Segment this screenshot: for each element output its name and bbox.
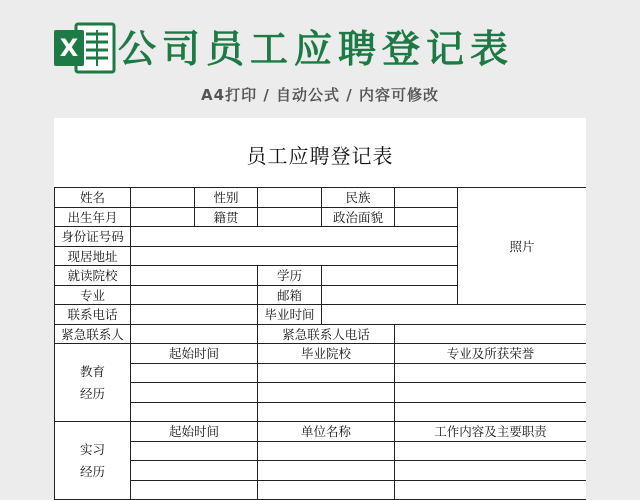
- internship-cell[interactable]: [258, 480, 395, 500]
- photo-box[interactable]: 照片: [458, 188, 587, 305]
- major-field[interactable]: [131, 285, 258, 305]
- degree-field[interactable]: [322, 266, 458, 286]
- education-major-header: 专业及所获荣誉: [395, 344, 587, 364]
- education-cell[interactable]: [258, 402, 395, 422]
- table-row: [55, 383, 587, 403]
- internship-cell[interactable]: [258, 461, 395, 481]
- internship-cell[interactable]: [395, 480, 587, 500]
- internship-cell[interactable]: [131, 480, 258, 500]
- gender-field[interactable]: [258, 188, 322, 208]
- political-status-label: 政治面貌: [322, 207, 395, 227]
- internship-company-header: 单位名称: [258, 422, 395, 442]
- education-cell[interactable]: [131, 383, 258, 403]
- education-cell[interactable]: [395, 363, 587, 383]
- education-cell[interactable]: [395, 383, 587, 403]
- emergency-phone-field[interactable]: [395, 324, 587, 344]
- education-header-row: [55, 344, 587, 364]
- phone-field[interactable]: [131, 305, 258, 325]
- internship-section-label: 实习 经历: [55, 422, 131, 500]
- education-start-header: 起始时间: [131, 344, 258, 364]
- table-row: [55, 402, 587, 422]
- table-row: [55, 188, 587, 208]
- id-number-label: 身份证号码: [55, 227, 131, 247]
- education-cell[interactable]: [258, 363, 395, 383]
- id-number-field[interactable]: [131, 227, 458, 247]
- table-row: [55, 305, 587, 325]
- school-field[interactable]: [131, 266, 258, 286]
- svg-text:X: X: [59, 34, 79, 62]
- name-label: 姓名: [55, 188, 131, 208]
- education-cell[interactable]: [395, 402, 587, 422]
- education-cell[interactable]: [131, 363, 258, 383]
- email-field[interactable]: [322, 285, 458, 305]
- phone-label: 联系电话: [55, 305, 131, 325]
- table-row: [55, 461, 587, 481]
- table-row: [55, 324, 587, 344]
- form-sheet: [54, 118, 586, 500]
- registration-table: [54, 187, 586, 500]
- education-school-header: 毕业院校: [258, 344, 395, 364]
- school-label: 就读院校: [55, 266, 131, 286]
- ethnicity-field[interactable]: [395, 188, 458, 208]
- major-label: 专业: [55, 285, 131, 305]
- education-cell[interactable]: [131, 402, 258, 422]
- table-row: [55, 363, 587, 383]
- banner: [0, 0, 640, 118]
- excel-icon: [52, 20, 116, 76]
- education-cell[interactable]: [258, 383, 395, 403]
- internship-cell[interactable]: [131, 441, 258, 461]
- native-place-label: 籍贯: [195, 207, 258, 227]
- email-label: 邮箱: [258, 285, 322, 305]
- address-field[interactable]: [131, 246, 458, 266]
- graduation-time-label: 毕业时间: [258, 305, 322, 325]
- native-place-field[interactable]: [258, 207, 322, 227]
- emergency-contact-field[interactable]: [131, 324, 258, 344]
- emergency-phone-label: 紧急联系人电话: [258, 324, 395, 344]
- internship-cell[interactable]: [395, 461, 587, 481]
- education-section-label: 教育 经历: [55, 344, 131, 422]
- internship-cell[interactable]: [258, 441, 395, 461]
- table-row: [55, 441, 587, 461]
- degree-label: 学历: [258, 266, 322, 286]
- internship-duties-header: 工作内容及主要职责: [395, 422, 587, 442]
- address-label: 现居地址: [55, 246, 131, 266]
- graduation-time-field[interactable]: [322, 305, 587, 325]
- birth-date-label: 出生年月: [55, 207, 131, 227]
- birth-date-field[interactable]: [131, 207, 195, 227]
- internship-cell[interactable]: [131, 461, 258, 481]
- table-row: [55, 480, 587, 500]
- banner-subtitle: A4打印 / 自动公式 / 内容可修改: [201, 86, 439, 104]
- form-title: 员工应聘登记表: [246, 144, 394, 168]
- internship-cell[interactable]: [395, 441, 587, 461]
- emergency-contact-label: 紧急联系人: [55, 324, 131, 344]
- name-field[interactable]: [131, 188, 195, 208]
- banner-title: 公司员工应聘登记表: [118, 27, 515, 71]
- internship-start-header: 起始时间: [131, 422, 258, 442]
- internship-header-row: [55, 422, 587, 442]
- gender-label: 性别: [195, 188, 258, 208]
- political-status-field[interactable]: [395, 207, 458, 227]
- ethnicity-label: 民族: [322, 188, 395, 208]
